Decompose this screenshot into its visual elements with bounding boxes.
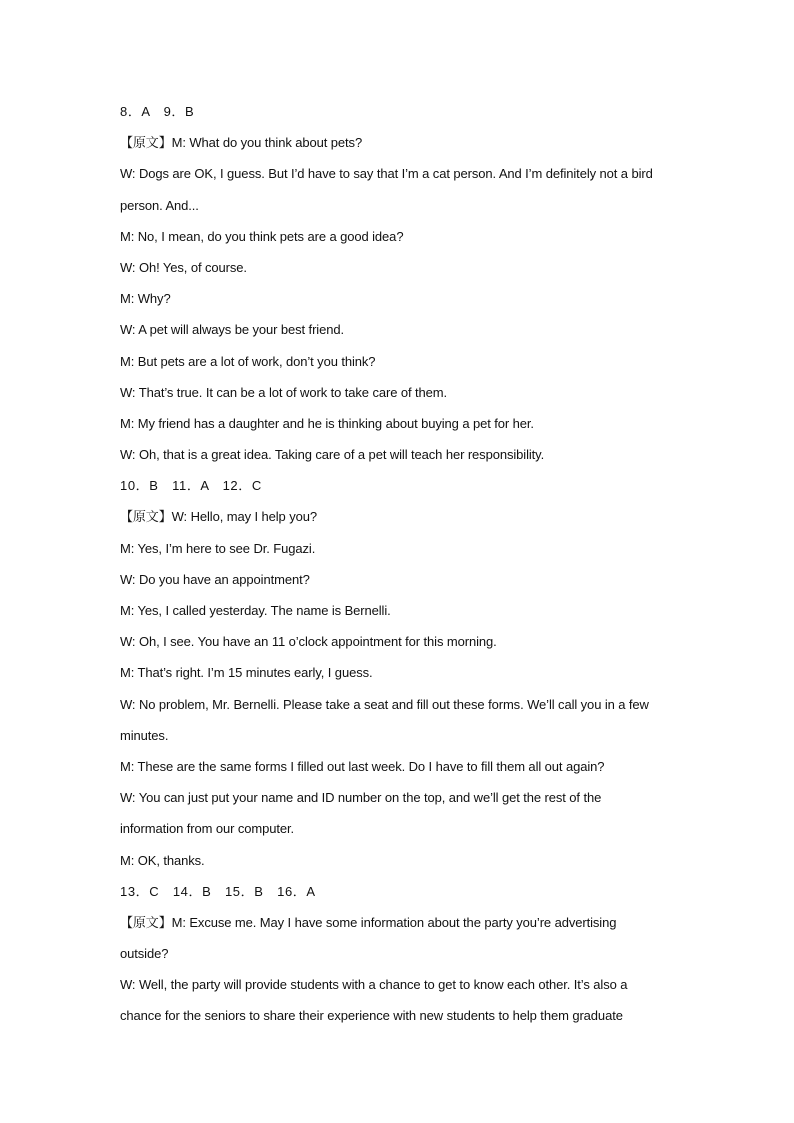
transcript-line: W: No problem, Mr. Bernelli. Please take a seat and fill out these forms. We’ll call you in a few (120, 696, 649, 712)
transcript-line: M: No, I mean, do you think pets are a good idea? (120, 228, 404, 244)
transcript-line: W: Oh, I see. You have an 11 o’clock appointment for this morning. (120, 634, 497, 650)
document-page (120, 96, 680, 1032)
transcript-text: W: Hello, may I help you? (171, 509, 317, 525)
transcript-line: W: Do you have an appointment? (120, 571, 310, 587)
transcript-line: outside? (120, 946, 169, 962)
transcript-text: M: Excuse me. May I have some information about the party you’re advertising (171, 914, 617, 930)
transcript-line: chance for the seniors to share their experience with new students to help them graduate (120, 1008, 623, 1024)
transcript-line: M: That’s right. I’m 15 minutes early, I guess. (120, 665, 373, 681)
transcript-line (120, 127, 680, 158)
transcript-line: W: A pet will always be your best friend. (120, 322, 344, 338)
transcript-line (120, 501, 680, 532)
transcript-line: W: Oh! Yes, of course. (120, 259, 247, 275)
original-text-tag: 【原文】 (120, 136, 172, 152)
transcript-line: M: But pets are a lot of work, don’t you think? (120, 353, 376, 369)
transcript-line: W: That’s true. It can be a lot of work to take care of them. (120, 384, 448, 400)
transcript-line: W: You can just put your name and ID number on the top, and we’ll get the rest of the (120, 790, 602, 806)
original-text-tag: 【原文】 (120, 915, 172, 931)
transcript-line: M: Yes, I’m here to see Dr. Fugazi. (120, 540, 316, 556)
transcript-line: M: OK, thanks. (120, 852, 205, 868)
transcript-line: M: These are the same forms I filled out last week. Do I have to fill them all out again? (120, 758, 605, 774)
transcript-line: minutes. (120, 727, 169, 743)
transcript-line: M: Why? (120, 291, 171, 307)
answer-key-line: 13．C 14．B 15．B 16．A (120, 883, 316, 899)
transcript-line (120, 907, 680, 938)
answer-key-line: 8．A 9．B (120, 104, 195, 119)
transcript-line: W: Dogs are OK, I guess. But I’d have to say that I’m a cat person. And I’m definitely not a bird (120, 166, 653, 182)
transcript-text: M: What do you think about pets? (171, 135, 363, 151)
transcript-line: person. And... (120, 197, 199, 213)
transcript-line: M: Yes, I called yesterday. The name is Bernelli. (120, 603, 391, 618)
original-text-tag: 【原文】 (120, 510, 172, 526)
transcript-line: M: My friend has a daughter and he is thinking about buying a pet for her. (120, 415, 534, 431)
answer-key-line: 10．B 11．A 12．C (120, 478, 262, 494)
transcript-line: W: Oh, that is a great idea. Taking care of a pet will teach her responsibility. (120, 447, 545, 463)
transcript-line: W: Well, the party will provide students with a chance to get to know each other. It’s also a (120, 977, 628, 993)
transcript-line: information from our computer. (120, 821, 295, 837)
